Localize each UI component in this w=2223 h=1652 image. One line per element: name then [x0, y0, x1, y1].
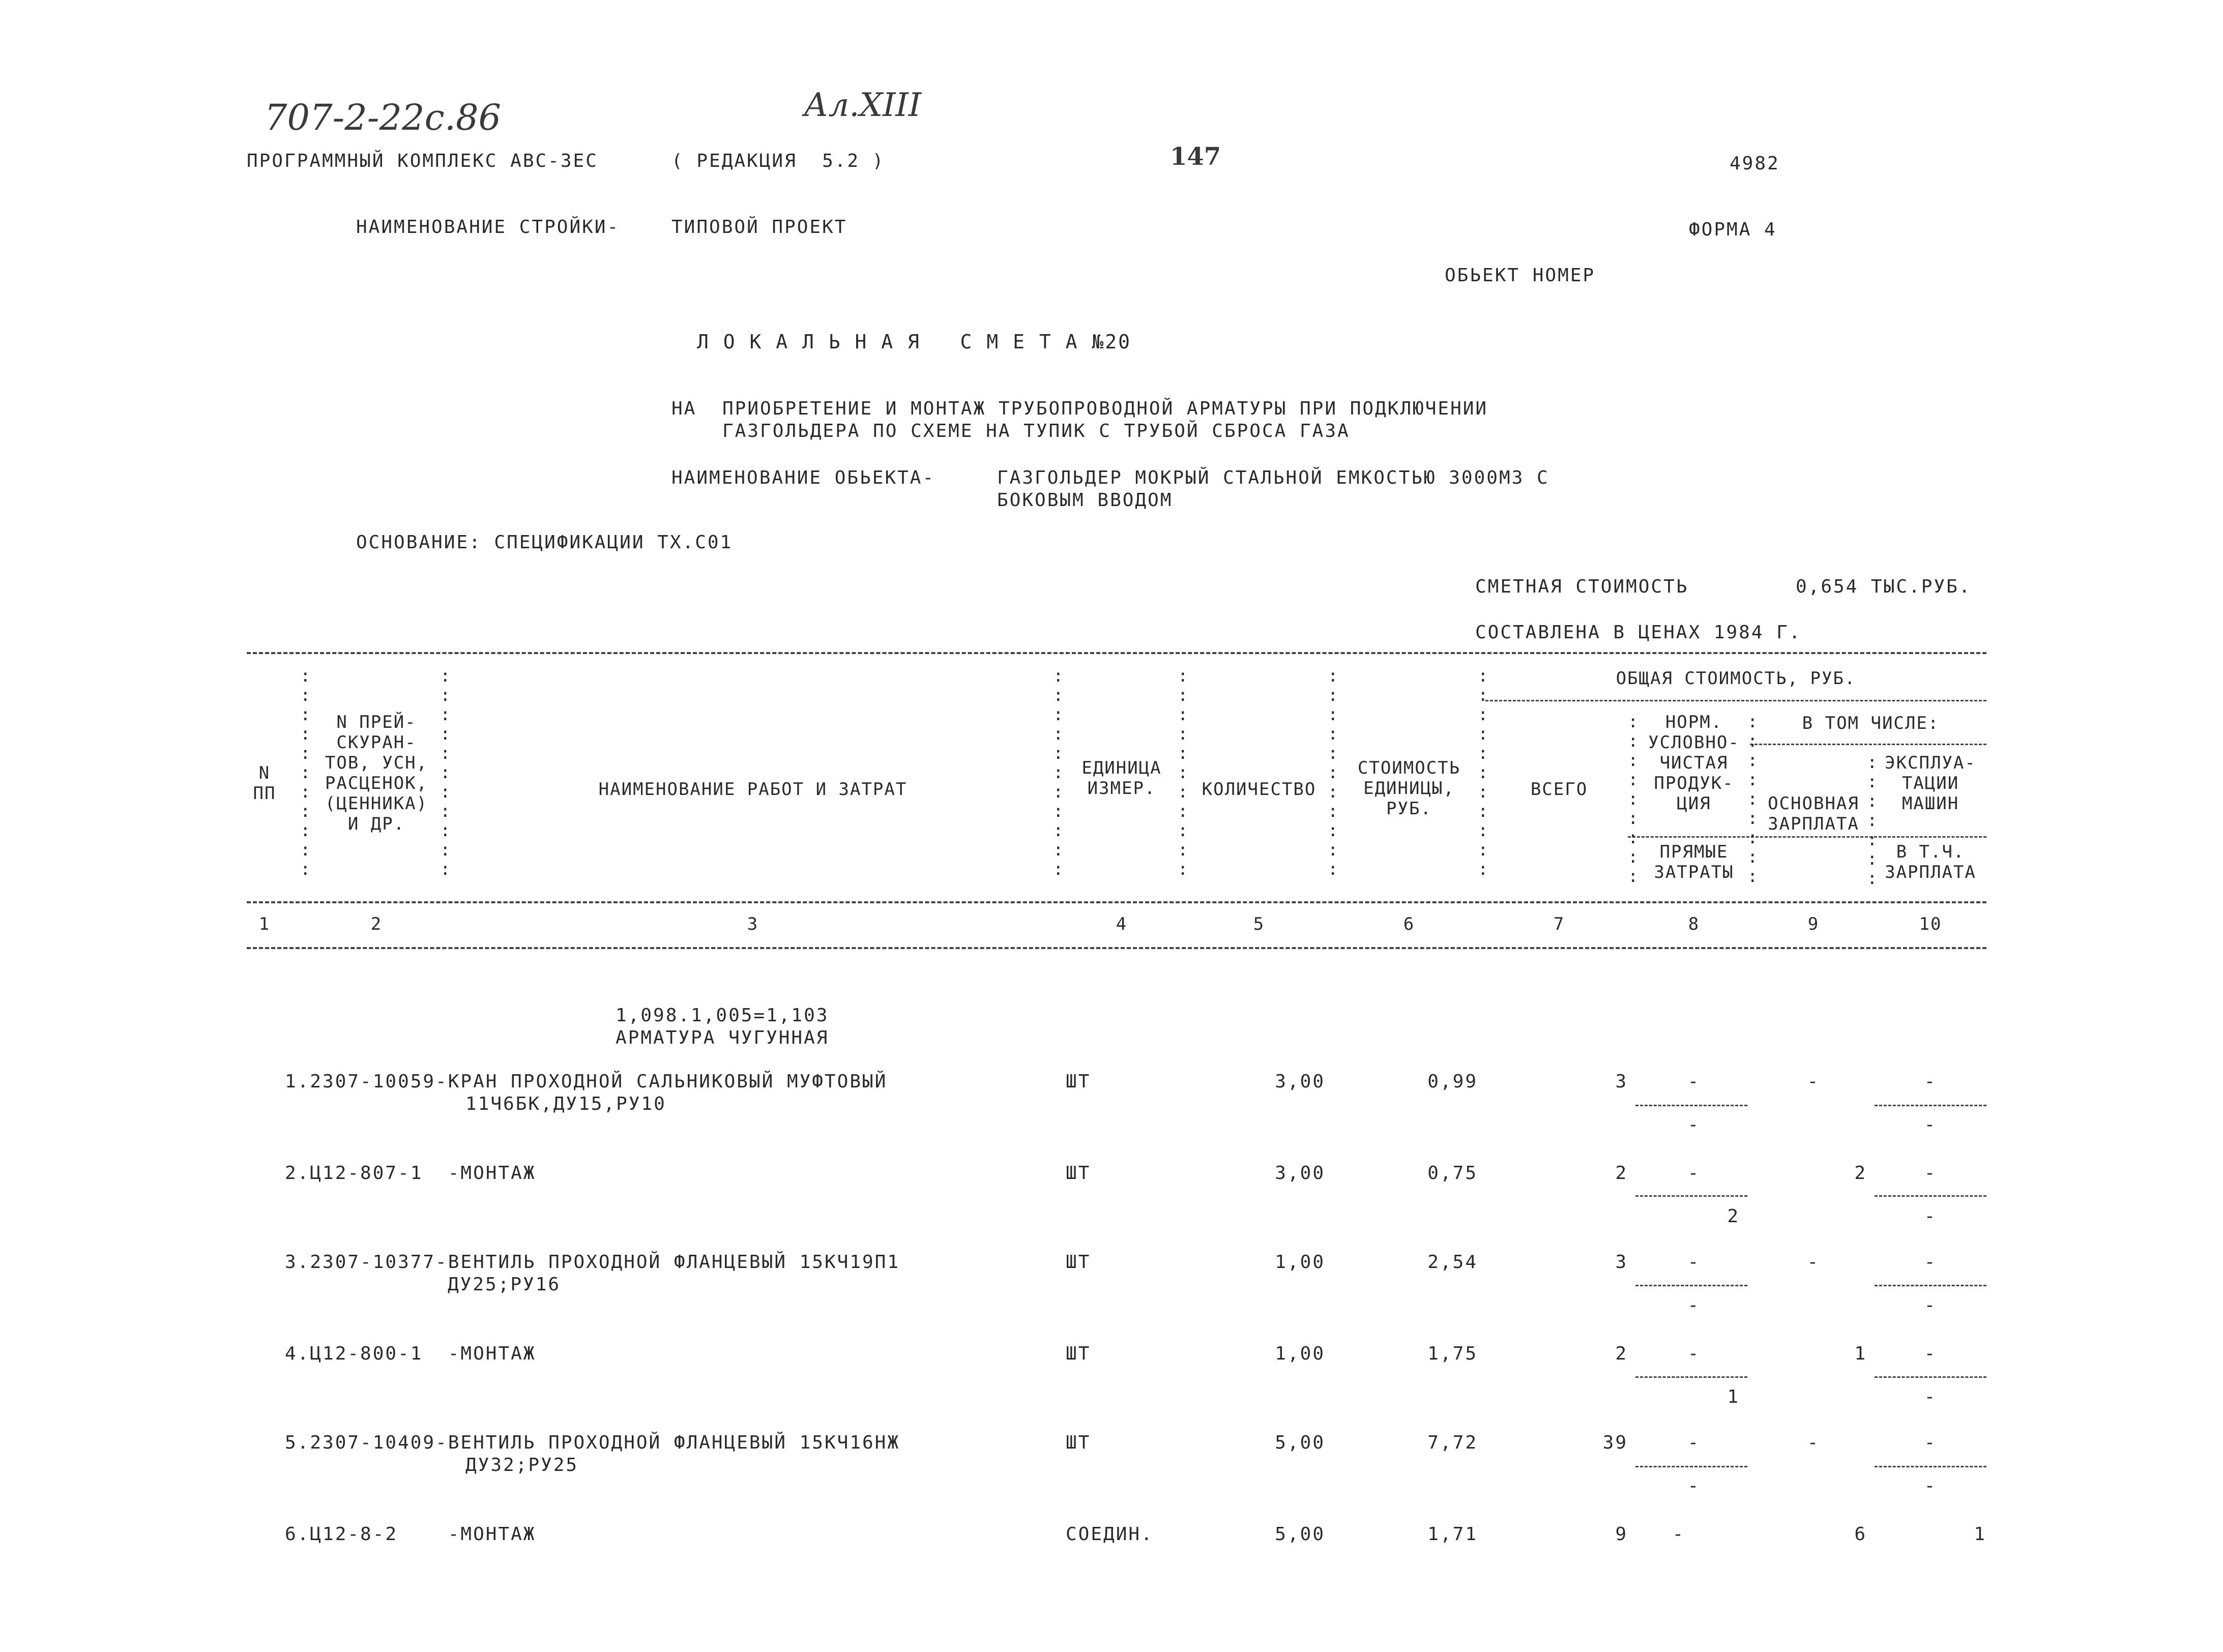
- col-sep-6: : : : : : : : : : : :: [1478, 666, 1489, 879]
- estimated-cost-value: 0,654 ТЫС.РУБ.: [1796, 576, 1972, 597]
- form-label: ФОРМА 4: [1689, 219, 1777, 240]
- table-rule-total: [1485, 700, 1986, 701]
- col8-header-line2: УСЛОВНО-: [1648, 732, 1740, 753]
- col8-header-line5: ЦИЯ: [1677, 793, 1711, 814]
- col6-header-line3: РУБ.: [1386, 799, 1432, 819]
- col6-header-line1: СТОИМОСТЬ: [1357, 758, 1461, 778]
- table-rule-incl: [1750, 744, 1986, 745]
- row-description-cont: ДУ25;РУ16: [448, 1274, 561, 1295]
- row-unit: ШТ: [1066, 1252, 1091, 1273]
- object-number: ОБЬЕКТ НОМЕР: [1445, 265, 1596, 286]
- row-direct-costs: -: [1687, 1476, 1701, 1496]
- row-base-salary: -: [1807, 1252, 1820, 1273]
- col10b-header-line1: В Т.Ч.: [1896, 842, 1965, 862]
- row-description-cont: 11Ч6БК,ДУ15,РУ10: [465, 1094, 666, 1114]
- section-name: АРМАТУРА ЧУГУННАЯ: [616, 1027, 829, 1048]
- row-unit-price: 0,99: [1427, 1071, 1478, 1092]
- row-total: 39: [1602, 1432, 1628, 1453]
- row-machine-salary: -: [1924, 1114, 1937, 1135]
- col-sep-7: : : : : : : : : :: [1628, 712, 1640, 887]
- col-sep-4: : : : : : : : : : : :: [1178, 666, 1189, 879]
- row-net-production: -: [1687, 1071, 1701, 1092]
- col7-header: ВСЕГО: [1530, 779, 1588, 800]
- col-sep-2: : : : : : : : : : : :: [440, 666, 452, 879]
- row-machine-operation: 1: [1974, 1524, 1986, 1545]
- row-fraction-line: [1635, 1466, 1747, 1467]
- row-machine-salary: -: [1924, 1295, 1937, 1316]
- row-base-salary: 1: [1854, 1343, 1867, 1364]
- row-quantity: 3,00: [1275, 1071, 1325, 1092]
- object-line-2: БОКОВЫМ ВВОДОМ: [997, 490, 1173, 511]
- doc-number: 4982: [1730, 153, 1780, 174]
- row-total: 3: [1615, 1252, 1628, 1273]
- handwritten-page: 147: [1170, 142, 1221, 171]
- col2-header-line4: РАСЦЕНОК,: [325, 773, 428, 793]
- construction-label: НАИМЕНОВАНИЕ СТРОЙКИ-: [356, 217, 620, 238]
- handwritten-album: Ал.XIII: [804, 86, 921, 124]
- page-title: Л О К А Л Ь Н А Я С М Е Т А №20: [697, 331, 1131, 353]
- row-unit-price: 1,71: [1427, 1524, 1478, 1545]
- col-number-2: 2: [370, 914, 383, 934]
- price-base: СОСТАВЛЕНА В ЦЕНАХ 1984 Г.: [1475, 622, 1802, 643]
- row-description: 5.2307-10409-ВЕНТИЛЬ ПРОХОДНОЙ ФЛАНЦЕВЫЙ 15КЧ16НЖ: [285, 1432, 900, 1453]
- row-machine-operation: -: [1924, 1432, 1937, 1453]
- row-description: 1.2307-10059-КРАН ПРОХОДНОЙ САЛЬНИКОВЫЙ МУФТОВЫЙ: [285, 1071, 888, 1092]
- row-direct-costs: 2: [1727, 1206, 1740, 1227]
- object-label: НАИМЕНОВАНИЕ ОБЬЕКТА-: [671, 467, 935, 488]
- row-unit-price: 1,75: [1427, 1343, 1478, 1364]
- construction-value: ТИПОВОЙ ПРОЕКТ: [671, 217, 847, 238]
- row-base-salary: -: [1807, 1432, 1820, 1453]
- col-number-3: 3: [747, 914, 759, 934]
- col-number-7: 7: [1553, 914, 1565, 934]
- col9-header-line1: ОСНОВНАЯ: [1768, 793, 1859, 814]
- row-quantity: 3,00: [1275, 1163, 1325, 1184]
- purpose-line-2: ГАЗГОЛЬДЕРА ПО СХЕМЕ НА ТУПИК С ТРУБОЙ СБРОСА ГАЗА: [722, 421, 1350, 441]
- col-number-8: 8: [1688, 914, 1700, 934]
- table-rule-top: [247, 652, 1986, 654]
- col2-header-line5: (ЦЕННИКА): [325, 793, 428, 814]
- row-machine-salary: -: [1924, 1476, 1937, 1496]
- row-fraction-line: [1875, 1466, 1986, 1467]
- col-number-9: 9: [1807, 914, 1820, 934]
- row-total: 3: [1615, 1071, 1628, 1092]
- row-machine-operation: -: [1924, 1252, 1937, 1273]
- col10b-header-line2: ЗАРПЛАТА: [1885, 862, 1976, 882]
- row-description: 4.Ц12-800-1 -МОНТАЖ: [285, 1343, 536, 1364]
- col10-header-line2: ТАЦИИ: [1902, 773, 1959, 793]
- col2-header-line2: СКУРАН-: [336, 732, 417, 753]
- col2-header-line1: N ПРЕЙ-: [336, 712, 417, 732]
- row-fraction-line: [1635, 1376, 1747, 1378]
- purpose-line-1: ПРИОБРЕТЕНИЕ И МОНТАЖ ТРУБОПРОВОДНОЙ АРМАТУРЫ ПРИ ПОДКЛЮЧЕНИИ: [722, 398, 1488, 419]
- row-machine-salary: -: [1924, 1386, 1937, 1407]
- col-sep-9: : : : : : : :: [1867, 752, 1879, 889]
- col5-header: КОЛИЧЕСТВО: [1202, 779, 1317, 800]
- row-machine-salary: -: [1924, 1206, 1937, 1227]
- col4-header-line1: ЕДИНИЦА: [1081, 758, 1162, 778]
- col9-header-line2: ЗАРПЛАТА: [1768, 814, 1859, 834]
- col-number-10: 10: [1919, 914, 1942, 934]
- row-unit: СОЕДИН.: [1066, 1524, 1154, 1545]
- col10-header-line1: ЭКСПЛУА-: [1885, 753, 1976, 773]
- col-number-4: 4: [1116, 914, 1128, 934]
- total-cost-group-header: ОБЩАЯ СТОИМОСТЬ, РУБ.: [1616, 668, 1856, 689]
- row-unit-price: 7,72: [1427, 1432, 1478, 1453]
- col-number-1: 1: [258, 914, 271, 934]
- col-number-5: 5: [1253, 914, 1265, 934]
- row-machine-operation: -: [1924, 1071, 1937, 1092]
- table-rule-header-bottom: [247, 901, 1986, 903]
- row-direct-costs: -: [1687, 1114, 1701, 1135]
- row-description: 3.2307-10377-ВЕНТИЛЬ ПРОХОДНОЙ ФЛАНЦЕВЫЙ 15КЧ19П1: [285, 1252, 900, 1273]
- col10-header-line3: МАШИН: [1902, 793, 1959, 814]
- col8-header-line3: ЧИСТАЯ: [1659, 753, 1729, 773]
- estimated-cost-label: СМЕТНАЯ СТОИМОСТЬ: [1475, 576, 1689, 597]
- row-quantity: 5,00: [1275, 1432, 1325, 1453]
- row-fraction-line: [1635, 1195, 1747, 1197]
- row-total: 2: [1615, 1163, 1628, 1184]
- row-description: 2.Ц12-807-1 -МОНТАЖ: [285, 1163, 536, 1184]
- row-unit: ШТ: [1066, 1343, 1091, 1364]
- row-description: 6.Ц12-8-2 -МОНТАЖ: [285, 1524, 536, 1545]
- row-description-cont: ДУ32;РУ25: [465, 1455, 579, 1476]
- row-base-salary: 2: [1854, 1163, 1867, 1184]
- col2-header-line6: И ДР.: [347, 814, 405, 834]
- row-net-production: -: [1687, 1343, 1701, 1364]
- row-unit-price: 0,75: [1427, 1163, 1478, 1184]
- row-fraction-line: [1875, 1105, 1986, 1106]
- program-edition: ( РЕДАКЦИЯ 5.2 ): [671, 151, 885, 171]
- col-number-6: 6: [1403, 914, 1415, 934]
- col-sep-5: : : : : : : : : : : :: [1328, 666, 1339, 879]
- row-machine-operation: -: [1924, 1343, 1937, 1364]
- row-unit-price: 2,54: [1427, 1252, 1478, 1273]
- row-base-salary: -: [1807, 1071, 1820, 1092]
- table-rule-numbers-bottom: [247, 947, 1986, 949]
- col6-header-line2: ЕДИНИЦЫ,: [1363, 778, 1455, 799]
- col8b-header-line1: ПРЯМЫЕ: [1659, 842, 1729, 862]
- basis: ОСНОВАНИЕ: СПЕЦИФИКАЦИИ ТХ.С01: [356, 532, 733, 553]
- col-sep-1: : : : : : : : : : : :: [300, 666, 312, 879]
- row-fraction-line: [1635, 1105, 1747, 1106]
- row-quantity: 5,00: [1275, 1524, 1325, 1545]
- section-coefficient: 1,098.1,005=1,103: [616, 1005, 829, 1026]
- row-net-production: -: [1687, 1252, 1701, 1273]
- col-sep-8: : : : : : : : : :: [1747, 712, 1759, 887]
- purpose-label: НА: [671, 398, 697, 419]
- row-direct-costs: 1: [1727, 1386, 1740, 1407]
- col1-header-line1: N: [258, 763, 271, 783]
- row-fraction-line: [1875, 1195, 1986, 1197]
- row-unit: ШТ: [1066, 1163, 1091, 1184]
- row-unit: ШТ: [1066, 1432, 1091, 1453]
- row-machine-operation: -: [1924, 1163, 1937, 1184]
- row-fraction-line: [1635, 1285, 1747, 1286]
- col4-header-line2: ИЗМЕР.: [1087, 778, 1156, 799]
- col8-header-line4: ПРОДУК-: [1654, 773, 1734, 793]
- row-unit: ШТ: [1066, 1071, 1091, 1092]
- row-quantity: 1,00: [1275, 1343, 1325, 1364]
- col8-header-line1: НОРМ.: [1665, 712, 1723, 732]
- row-fraction-line: [1875, 1285, 1986, 1286]
- col8b-header-line2: ЗАТРАТЫ: [1654, 862, 1734, 882]
- including-header: В ТОМ ЧИСЛЕ:: [1802, 713, 1940, 733]
- row-total: 9: [1615, 1524, 1628, 1545]
- row-quantity: 1,00: [1275, 1252, 1325, 1273]
- row-base-salary: 6: [1854, 1524, 1867, 1545]
- program-name: ПРОГРАММНЫЙ КОМПЛЕКС АВС-3ЕС: [247, 151, 598, 171]
- row-direct-costs: -: [1687, 1295, 1701, 1316]
- table-rule-sub: [1628, 836, 1986, 838]
- row-net-production: -: [1687, 1163, 1701, 1184]
- handwritten-code: 707-2-22с.86: [265, 97, 502, 138]
- row-total: 2: [1615, 1343, 1628, 1364]
- object-line-1: ГАЗГОЛЬДЕР МОКРЫЙ СТАЛЬНОЙ ЕМКОСТЬЮ 3000М3 С: [997, 467, 1549, 488]
- col1-header-line2: ПП: [253, 783, 276, 804]
- col2-header-line3: ТОВ, УСН,: [325, 753, 428, 773]
- row-net-production: -: [1672, 1524, 1685, 1545]
- row-fraction-line: [1875, 1376, 1986, 1378]
- col-sep-3: : : : : : : : : : : :: [1053, 666, 1065, 879]
- row-net-production: -: [1687, 1432, 1701, 1453]
- col3-header: НАИМЕНОВАНИЕ РАБОТ И ЗАТРАТ: [598, 779, 908, 800]
